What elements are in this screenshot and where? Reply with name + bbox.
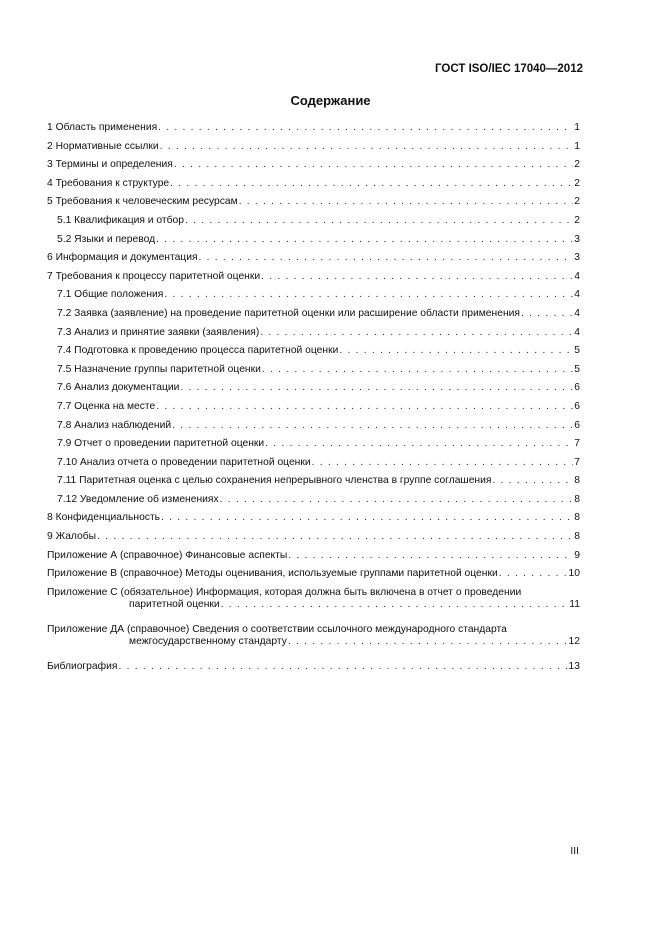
page-number: III (570, 846, 579, 857)
toc-subentry[interactable]: 7.8 Анализ наблюдений . . . 6 (47, 420, 580, 439)
toc-entry[interactable]: 6 Информация и документация . . . 3 (47, 252, 580, 271)
document-code: ГОСТ ISO/IEC 17040—2012 (435, 63, 583, 75)
toc-subentry[interactable]: 7.1 Общие положения . . . 4 (47, 289, 580, 308)
toc-entry[interactable]: 7 Требования к процессу паритетной оценки . . . 4 (47, 271, 580, 290)
toc-entry[interactable]: 3 Термины и определения . . . 2 (47, 159, 580, 178)
table-of-contents (47, 122, 580, 680)
toc-subentry[interactable]: 7.5 Назначение группы паритетной оценки . . . 5 (47, 364, 580, 383)
toc-subentry[interactable]: 7.9 Отчет о проведении паритетной оценки . . . 7 (47, 438, 580, 457)
toc-subentry[interactable]: 7.6 Анализ документации . . . 6 (47, 382, 580, 401)
toc-appendix-entry[interactable]: Приложение А (справочное) Финансовые аспекты . . . 9 (47, 550, 580, 569)
toc-subentry[interactable]: 5.1 Квалификация и отбор . . . 2 (47, 215, 580, 234)
toc-subentry[interactable]: 7.11 Паритетная оценка с целью сохранения непрерывного членства в группе соглашения . . . 8 (47, 475, 580, 494)
toc-entry[interactable]: 8 Конфиденциальность . . . 8 (47, 512, 580, 531)
toc-title: Содержание (290, 93, 371, 108)
toc-subentry[interactable]: 7.4 Подготовка к проведению процесса паритетной оценки . . . 5 (47, 345, 580, 364)
toc-subentry[interactable]: 7.12 Уведомление об изменениях . . . 8 (47, 494, 580, 513)
toc-entry[interactable]: 4 Требования к структуре . . . 2 (47, 178, 580, 197)
toc-entry[interactable]: 2 Нормативные ссылки . . . 1 (47, 141, 580, 160)
toc-appendix-entry[interactable]: Приложение В (справочное) Методы оценивания, используемые группами паритетной оценки . . . 10 (47, 568, 580, 587)
toc-entry[interactable]: 5 Требования к человеческим ресурсам . . . 2 (47, 196, 580, 215)
toc-appendix-entry[interactable]: Приложение С (обязательное) Информация, которая должна быть включена в отчет о проведении паритетной оценки . . . 11 (47, 587, 580, 624)
toc-bibliography-entry[interactable]: Библиография . . . 13 (47, 661, 580, 680)
toc-subentry[interactable]: 5.2 Языки и перевод . . . 3 (47, 234, 580, 253)
toc-entry[interactable]: 9 Жалобы . . . 8 (47, 531, 580, 550)
toc-appendix-entry[interactable]: Приложение ДА (справочное) Сведения о соответствии ссылочного международного стандарта межгосударственному стандарту . . . 12 (47, 624, 580, 661)
toc-subentry[interactable]: 7.3 Анализ и принятие заявки (заявления) . . . 4 (47, 327, 580, 346)
toc-subentry[interactable]: 7.7 Оценка на месте . . . 6 (47, 401, 580, 420)
toc-subentry[interactable]: 7.2 Заявка (заявление) на проведение паритетной оценки или расширение области применения . . . 4 (47, 308, 580, 327)
toc-subentry[interactable]: 7.10 Анализ отчета о проведении паритетной оценки . . . 7 (47, 457, 580, 476)
toc-entry[interactable]: 1 Область применения . . . 1 (47, 122, 580, 141)
